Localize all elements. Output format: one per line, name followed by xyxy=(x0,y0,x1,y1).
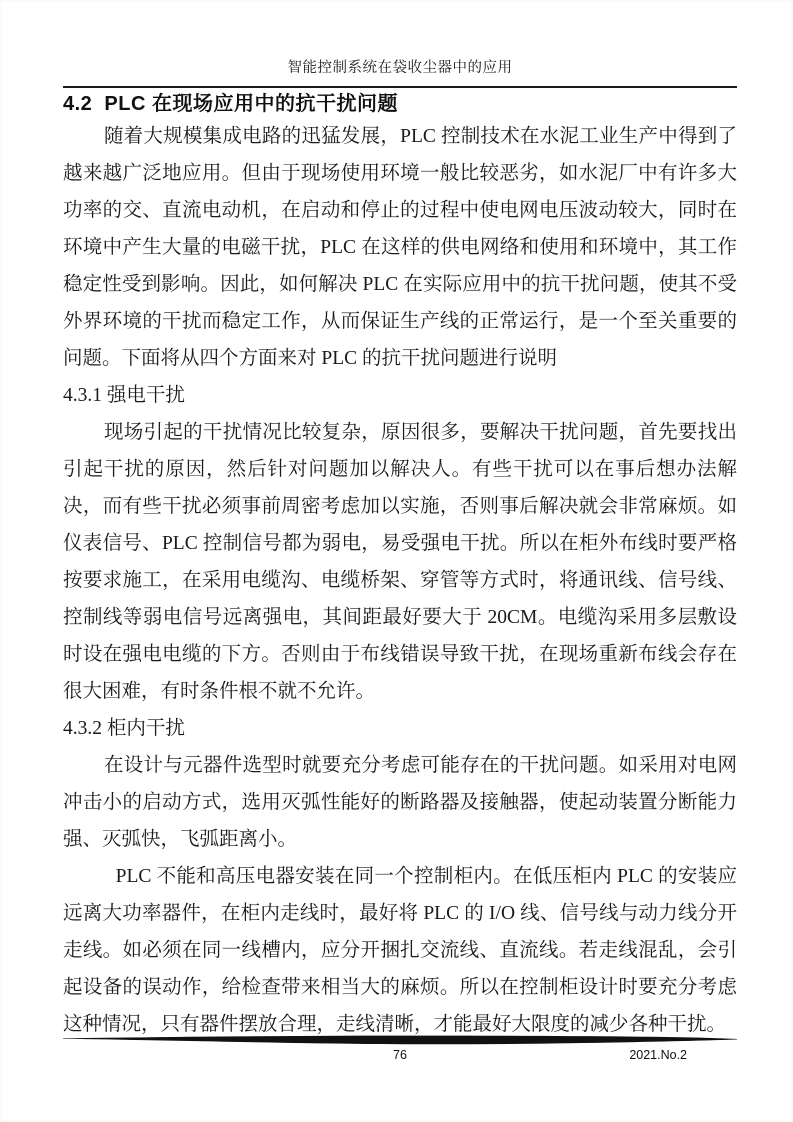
section-heading: 4.2 PLC 在现场应用中的抗干扰问题 xyxy=(63,93,398,115)
body-paragraph: 在设计与元器件选型时就要充分考虑可能存在的干扰问题。如采用对电网冲击小的启动方式，选用灭弧性能好的断路器及接触器，使起动装置分断能力强、灭弧快，飞弧距离小。 xyxy=(63,755,737,850)
document-body xyxy=(63,118,737,1043)
issue-number: 2021.No.2 xyxy=(629,1048,687,1062)
subsection-heading: 4.3.2 柜内干扰 xyxy=(63,718,185,739)
footer-rule-bar xyxy=(63,1034,737,1046)
header-rule xyxy=(63,86,737,88)
subsection-heading: 4.3.1 强电干扰 xyxy=(63,385,185,406)
body-paragraph: 随着大规模集成电路的迅猛发展，PLC 控制技术在水泥工业生产中得到了越来越广泛地应用。但由于现场使用环境一般比较恶劣，如水泥厂中有许多大功率的交、直流电动机，在启动和停止的过程中使电网电压波动较大，同时在环境中产生大量的电磁干扰，PLC 在这样的供电网络和使用和环境中，其工作稳定性受到影响。因此，如何解决 PLC 在实际应用中的抗干扰问题，使其不受外界环境的干扰而稳定工作，从而保证生产线的正常运行，是一个至关重要的问题。下面将从四个方面来对 PLC 的抗干扰问题进行说明 xyxy=(63,126,737,369)
page-footer xyxy=(63,1034,737,1065)
body-paragraph: 现场引起的干扰情况比较复杂，原因很多，要解决干扰问题，首先要找出引起干扰的原因，然后针对问题加以解决人。有些干扰可以在事后想办法解决，而有些干扰必须事前周密考虑加以实施，否则事后解决就会非常麻烦。如仪表信号、PLC 控制信号都为弱电，易受强电干扰。所以在柜外布线时要严格按要求施工，在采用电缆沟、电缆桥架、穿管等方式时，将通讯线、信号线、控制线等弱电信号远离强电，其间距最好要大于 20CM。电缆沟采用多层敷设时设在强电电缆的下方。否则由于布线错误导致干扰，在现场重新布线会存在很大困难，有时条件根不就不允许。 xyxy=(63,422,737,702)
running-header: 智能控制系统在袋收尘器中的应用 xyxy=(287,60,513,76)
footer-row xyxy=(63,1047,737,1065)
page-number: 76 xyxy=(393,1048,407,1062)
page-content xyxy=(63,0,737,1043)
body-paragraph: PLC 不能和高压电器安装在同一个控制柜内。在低压柜内 PLC 的安装应远离大功率器件，在柜内走线时，最好将 PLC 的 I/O 线、信号线与动力线分开走线。如必须在同一线槽内，应分开捆扎交流线、直流线。若走线混乱，会引起设备的误动作，给检查带来相当大的麻烦。所以在控制柜设计时要充分考虑这种情况，只有器件摆放合理，走线清晰，才能最好大限度的减少各种干扰。 xyxy=(63,866,737,1035)
